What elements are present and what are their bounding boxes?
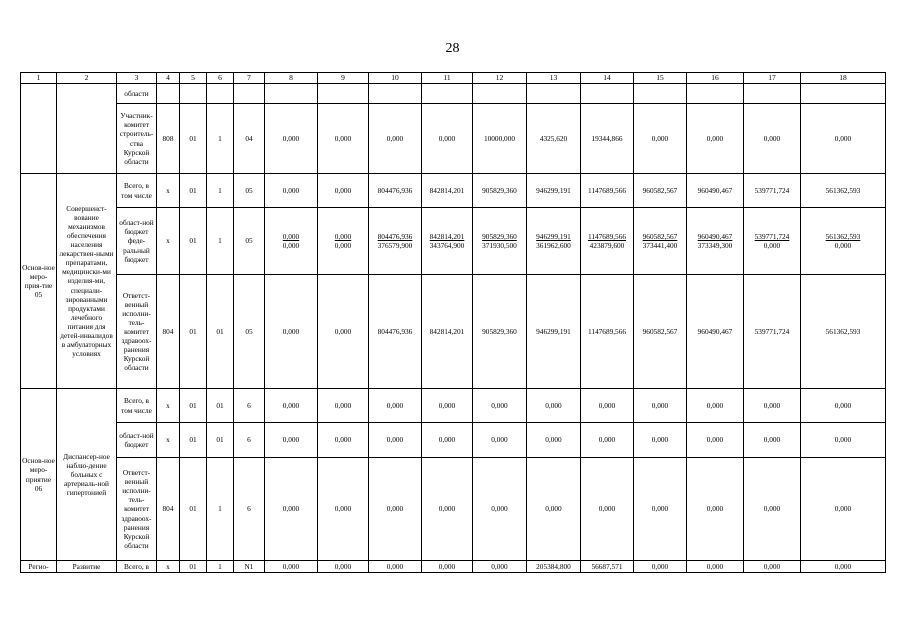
cell-value: 905829,360 bbox=[473, 174, 527, 208]
cell-code: 804 bbox=[157, 458, 180, 561]
cell-value: 804476,936 bbox=[369, 174, 422, 208]
cell-value: 0,000 bbox=[527, 458, 581, 561]
cell-value: 0,000 bbox=[801, 561, 886, 573]
column-header: 5 bbox=[180, 73, 207, 84]
activity-description: Диспансер-ное наблю-дение больных с артериаль-ной гипертонией bbox=[57, 389, 117, 561]
activity-description: Развитие bbox=[57, 561, 117, 573]
cell-value: 0,000 bbox=[318, 104, 369, 174]
cell-code: х bbox=[157, 423, 180, 458]
cell-code: х bbox=[157, 174, 180, 208]
cell-value: 0,000 bbox=[687, 423, 744, 458]
cell-executor: Всего, в том числе bbox=[117, 389, 157, 423]
table-row bbox=[21, 423, 886, 458]
cell-value: 804476,936 bbox=[369, 275, 422, 389]
column-header: 1 bbox=[21, 73, 57, 84]
cell-value: 946299,191 bbox=[527, 275, 581, 389]
page-number: 28 bbox=[445, 41, 460, 56]
cell-value: 842814,201 bbox=[422, 275, 473, 389]
value-federal: 376579,900 bbox=[377, 241, 413, 250]
cell-value: 0,000 bbox=[473, 389, 527, 423]
cell-value-pair bbox=[265, 208, 318, 275]
activity-label: Основ-ное меро-прия-тие 05 bbox=[21, 174, 57, 389]
cell-value: 0,000 bbox=[744, 458, 801, 561]
cell-value: 960490,467 bbox=[687, 174, 744, 208]
cell-code: 01 bbox=[180, 174, 207, 208]
cell-value: 0,000 bbox=[687, 561, 744, 573]
column-header: 9 bbox=[318, 73, 369, 84]
cell-value: 1147689,566 bbox=[581, 174, 634, 208]
cell-code: 05 bbox=[234, 275, 265, 389]
cell-value: 0,000 bbox=[422, 423, 473, 458]
cell-value: 0,000 bbox=[581, 458, 634, 561]
cell-code: 808 bbox=[157, 104, 180, 174]
cell-value: 0,000 bbox=[581, 389, 634, 423]
cell-value: 0,000 bbox=[265, 423, 318, 458]
cell-value: 0,000 bbox=[801, 458, 886, 561]
activity-description: Совершенст-вование механизмов обеспечения населения лекарствен-ными препаратами, медицински-ми изделия-ми, специали-зированными продуктами лечебного питания для детей-инвалидов в амбулаторных условиях bbox=[57, 174, 117, 389]
column-header: 16 bbox=[687, 73, 744, 84]
table-row bbox=[21, 208, 886, 275]
table-row bbox=[21, 275, 886, 389]
cell-empty bbox=[21, 84, 57, 174]
value-regional: 561362,593 bbox=[825, 231, 861, 241]
cell-code: 1 bbox=[207, 208, 234, 275]
cell-value: 0,000 bbox=[369, 423, 422, 458]
column-header: 2 bbox=[57, 73, 117, 84]
cell-code: 01 bbox=[180, 275, 207, 389]
cell-code: 01 bbox=[180, 458, 207, 561]
cell-code: 6 bbox=[234, 389, 265, 423]
column-header: 4 bbox=[157, 73, 180, 84]
cell-value: 0,000 bbox=[634, 423, 687, 458]
cell-value: 0,000 bbox=[422, 104, 473, 174]
table-row bbox=[21, 458, 886, 561]
cell-value: 960490,467 bbox=[687, 275, 744, 389]
cell-value: 0,000 bbox=[744, 104, 801, 174]
table-row bbox=[21, 174, 886, 208]
cell-value: 0,000 bbox=[265, 561, 318, 573]
activity-label: Регио- bbox=[21, 561, 57, 573]
value-regional: 804476,936 bbox=[377, 231, 413, 241]
value-regional: 960490,467 bbox=[697, 231, 733, 241]
cell-code: х bbox=[157, 389, 180, 423]
cell-value: 539771,724 bbox=[744, 174, 801, 208]
cell-code: 1 bbox=[207, 174, 234, 208]
cell-value: 960582,567 bbox=[634, 174, 687, 208]
cell-value: 0,000 bbox=[265, 389, 318, 423]
cell-value: 0,000 bbox=[634, 104, 687, 174]
cell-value-pair bbox=[687, 208, 744, 275]
cell-code: N1 bbox=[234, 561, 265, 573]
budget-table bbox=[20, 72, 886, 573]
cell-code: 05 bbox=[234, 208, 265, 275]
cell-value: 0,000 bbox=[634, 458, 687, 561]
value-regional: 1147689,566 bbox=[587, 231, 627, 241]
value-federal: 343764,900 bbox=[429, 241, 465, 250]
cell-value: 0,000 bbox=[801, 389, 886, 423]
cell-value-pair bbox=[634, 208, 687, 275]
cell-value: 946299,191 bbox=[527, 174, 581, 208]
cell-value: 4325,620 bbox=[527, 104, 581, 174]
cell-value: 842814,201 bbox=[422, 174, 473, 208]
cell-value: 0,000 bbox=[744, 389, 801, 423]
column-number-row bbox=[21, 73, 886, 84]
cell-value: 1147689,566 bbox=[581, 275, 634, 389]
cell-code: 01 bbox=[180, 208, 207, 275]
cell-code: х bbox=[157, 208, 180, 275]
cell-code: 04 bbox=[234, 104, 265, 174]
cell-value: 0,000 bbox=[318, 389, 369, 423]
cell-value: 0,000 bbox=[265, 275, 318, 389]
cell-value-pair bbox=[801, 208, 886, 275]
value-regional: 960582,567 bbox=[642, 231, 678, 241]
cell-value: 0,000 bbox=[369, 458, 422, 561]
cell-executor: Ответст-венный исполни-тель-комитет здравоох-ранения Курской области bbox=[117, 458, 157, 561]
cell-code: 05 bbox=[234, 174, 265, 208]
column-header: 8 bbox=[265, 73, 318, 84]
cell-code: 01 bbox=[207, 389, 234, 423]
cell-value: 0,000 bbox=[422, 389, 473, 423]
value-federal: 0,000 bbox=[334, 241, 352, 250]
table-row bbox=[21, 84, 886, 104]
value-regional: 946299,191 bbox=[536, 231, 571, 241]
cell-value: 0,000 bbox=[473, 561, 527, 573]
value-federal: 373349,300 bbox=[697, 241, 733, 250]
value-federal: 423879,600 bbox=[589, 241, 625, 250]
table-row bbox=[21, 389, 886, 423]
value-regional: 0,000 bbox=[282, 231, 300, 241]
cell-value: 0,000 bbox=[422, 458, 473, 561]
cell-value: 19344,866 bbox=[581, 104, 634, 174]
value-federal: 0,000 bbox=[282, 241, 300, 250]
table-row bbox=[21, 561, 886, 573]
column-header: 15 bbox=[634, 73, 687, 84]
cell-code: 01 bbox=[180, 423, 207, 458]
cell-value: 0,000 bbox=[265, 104, 318, 174]
cell-code: 01 bbox=[207, 275, 234, 389]
cell-value: 960582,567 bbox=[634, 275, 687, 389]
column-header: 6 bbox=[207, 73, 234, 84]
column-header: 10 bbox=[369, 73, 422, 84]
cell-code: 1 bbox=[207, 561, 234, 573]
cell-value: 0,000 bbox=[369, 389, 422, 423]
value-regional: 539771,724 bbox=[754, 231, 790, 241]
cell-value: 0,000 bbox=[422, 561, 473, 573]
table-row bbox=[21, 104, 886, 174]
cell-executor: Ответст-венный исполни-тель-комитет здравоох-ранения Курской области bbox=[117, 275, 157, 389]
cell-value: 0,000 bbox=[744, 423, 801, 458]
cell-value-pair bbox=[744, 208, 801, 275]
cell-value: 0,000 bbox=[369, 561, 422, 573]
cell-value: 0,000 bbox=[265, 458, 318, 561]
cell-code: 01 bbox=[207, 423, 234, 458]
cell-code: 01 bbox=[180, 104, 207, 174]
cell-code: 1 bbox=[207, 458, 234, 561]
cell-value: 0,000 bbox=[801, 104, 886, 174]
cell-value: 0,000 bbox=[687, 389, 744, 423]
cell-value-pair bbox=[369, 208, 422, 275]
cell-code: х bbox=[157, 561, 180, 573]
value-federal: 0,000 bbox=[763, 241, 781, 250]
cell-value: 0,000 bbox=[318, 174, 369, 208]
cell-value-pair bbox=[581, 208, 634, 275]
cell-code: 01 bbox=[180, 561, 207, 573]
cell-value: 0,000 bbox=[473, 458, 527, 561]
cell-value-pair bbox=[422, 208, 473, 275]
value-regional: 905829,360 bbox=[482, 231, 517, 241]
column-header: 11 bbox=[422, 73, 473, 84]
column-header: 14 bbox=[581, 73, 634, 84]
cell-executor: област-ной бюджет bbox=[117, 423, 157, 458]
cell-code: 804 bbox=[157, 275, 180, 389]
cell-executor: Всего, в bbox=[117, 561, 157, 573]
cell-value: 561362,593 bbox=[801, 275, 886, 389]
column-header: 18 bbox=[801, 73, 886, 84]
cell-code: 6 bbox=[234, 458, 265, 561]
value-regional: 0,000 bbox=[334, 231, 352, 241]
cell-value: 0,000 bbox=[801, 423, 886, 458]
column-header: 3 bbox=[117, 73, 157, 84]
cell-value: 0,000 bbox=[527, 423, 581, 458]
cell-value: 0,000 bbox=[527, 389, 581, 423]
cell-value: 0,000 bbox=[318, 458, 369, 561]
cell-value: 0,000 bbox=[318, 423, 369, 458]
value-federal: 0,000 bbox=[834, 241, 852, 250]
column-header: 17 bbox=[744, 73, 801, 84]
column-header: 13 bbox=[527, 73, 581, 84]
value-federal: 371930,500 bbox=[482, 241, 517, 250]
column-header: 7 bbox=[234, 73, 265, 84]
cell-value-pair bbox=[318, 208, 369, 275]
cell-executor: област-ной бюджет феде-ральный бюджет bbox=[117, 208, 157, 275]
cell-code: 01 bbox=[180, 389, 207, 423]
activity-label: Основ-ное меро-приятие 06 bbox=[21, 389, 57, 561]
value-federal: 361962,600 bbox=[536, 241, 571, 250]
cell-value: 561362,593 bbox=[801, 174, 886, 208]
cell-executor: Участник-комитет строитель-ства Курской области bbox=[117, 104, 157, 174]
cell-value: 0,000 bbox=[581, 423, 634, 458]
cell-value: 0,000 bbox=[634, 389, 687, 423]
cell-executor: Всего, в том числе bbox=[117, 174, 157, 208]
cell-value: 0,000 bbox=[318, 275, 369, 389]
cell-value-pair bbox=[527, 208, 581, 275]
cell-value: 0,000 bbox=[687, 104, 744, 174]
cell-value: 905829,360 bbox=[473, 275, 527, 389]
cell-code: 1 bbox=[207, 104, 234, 174]
cell-value: 0,000 bbox=[265, 174, 318, 208]
cell-value: 0,000 bbox=[687, 458, 744, 561]
cell-value-pair bbox=[473, 208, 527, 275]
column-header: 12 bbox=[473, 73, 527, 84]
cell-value: 539771,724 bbox=[744, 275, 801, 389]
cell-value: 0,000 bbox=[634, 561, 687, 573]
cell-value: 205384,800 bbox=[527, 561, 581, 573]
cell-value: 0,000 bbox=[744, 561, 801, 573]
cell-code: 6 bbox=[234, 423, 265, 458]
cell-executor: области bbox=[117, 84, 157, 104]
cell-value: 0,000 bbox=[318, 561, 369, 573]
cell-value: 10000,000 bbox=[473, 104, 527, 174]
cell-empty bbox=[57, 84, 117, 174]
cell-value: 0,000 bbox=[473, 423, 527, 458]
cell-value: 56687,571 bbox=[581, 561, 634, 573]
value-regional: 842814,201 bbox=[429, 231, 465, 241]
cell-value: 0,000 bbox=[369, 104, 422, 174]
value-federal: 373441,400 bbox=[642, 241, 678, 250]
